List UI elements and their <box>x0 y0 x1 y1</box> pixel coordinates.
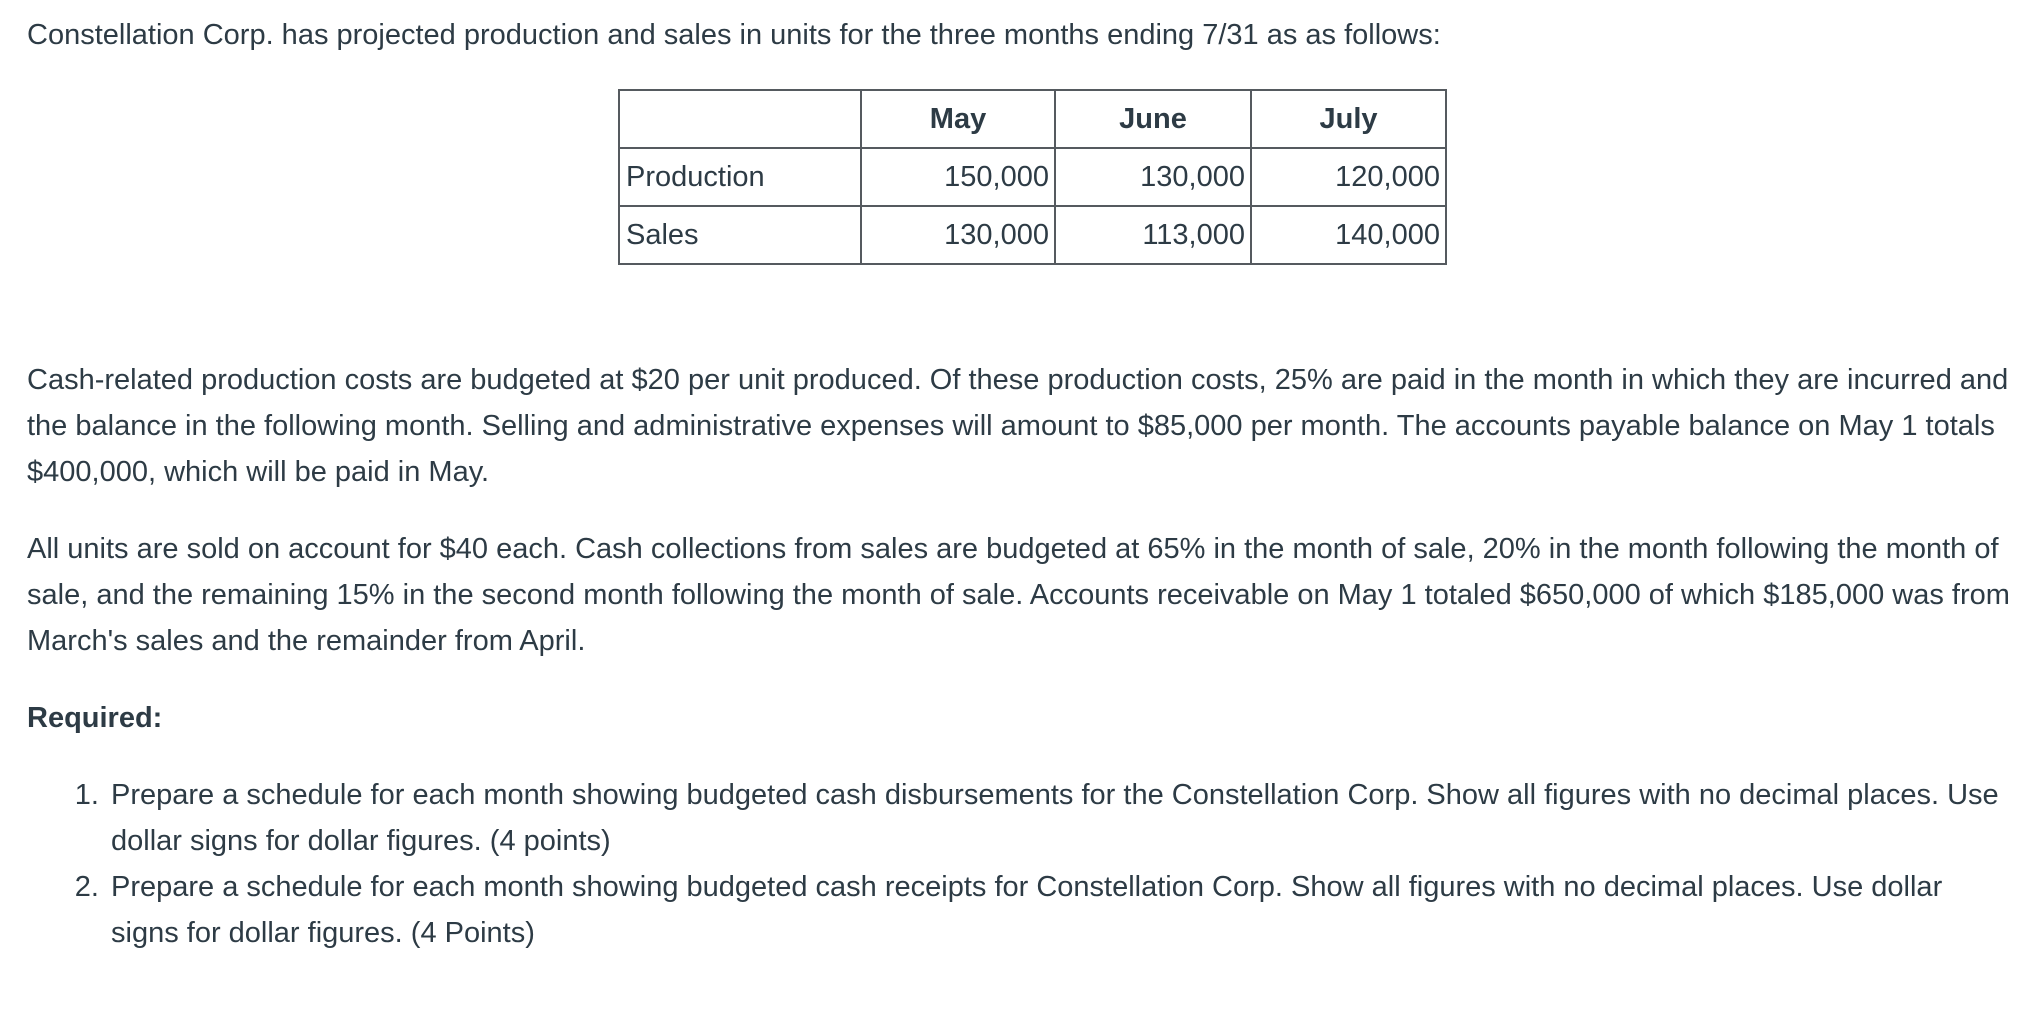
intro-text: Constellation Corp. has projected production and sales in units for the three months ending 7/31 as as follows: <box>27 19 1441 51</box>
cell-sales-may: 130,000 <box>861 206 1055 264</box>
cell-production-july: 120,000 <box>1251 148 1446 206</box>
cell-sales-june: 113,000 <box>1055 206 1251 264</box>
table-header-july: July <box>1251 90 1446 148</box>
table-header-june: June <box>1055 90 1251 148</box>
projection-table-wrapper <box>618 89 2017 265</box>
requirement-item-1: 1. Prepare a schedule for each month showing budgeted cash disbursements for the Constellation Corp. Show all figures with no decimal places. Use dollar signs for dollar figures. (4 points) <box>107 772 2017 864</box>
table-header-empty <box>619 90 861 148</box>
requirements-list <box>27 772 2017 956</box>
table-header-may: May <box>861 90 1055 148</box>
cell-production-june: 130,000 <box>1055 148 1251 206</box>
requirement-item-2: 2. Prepare a schedule for each month showing budgeted cash receipts for Constellation Corp. Show all figures with no decimal places. Use dollar signs for dollar figures. (4 Points) <box>107 864 2017 956</box>
required-heading: Required: <box>27 702 163 734</box>
row-label-sales: Sales <box>619 206 861 264</box>
table-row-production <box>619 148 1446 206</box>
row-label-production: Production <box>619 148 861 206</box>
table-row-sales <box>619 206 1446 264</box>
problem-content <box>27 12 2017 956</box>
projection-table <box>618 89 1447 265</box>
production-costs-paragraph: Cash-related production costs are budgeted at $20 per unit produced. Of these production costs, 25% are paid in the month in which they are incurred and the balance in the following month. Selling and administrative expenses will amount to $85,000 per month. The accounts payable balance on May 1 totals $400,000, which will be paid in May. <box>27 364 2009 488</box>
cell-production-may: 150,000 <box>861 148 1055 206</box>
table-header-row <box>619 90 1446 148</box>
cell-sales-july: 140,000 <box>1251 206 1446 264</box>
sales-collections-paragraph: All units are sold on account for $40 each. Cash collections from sales are budgeted at 65% in the month of sale, 20% in the month following the month of sale, and the remaining 15% in the second month following the month of sale. Accounts receivable on May 1 totaled $650,000 of which $185,000 was from March's sales and the remainder from April. <box>27 533 2010 657</box>
